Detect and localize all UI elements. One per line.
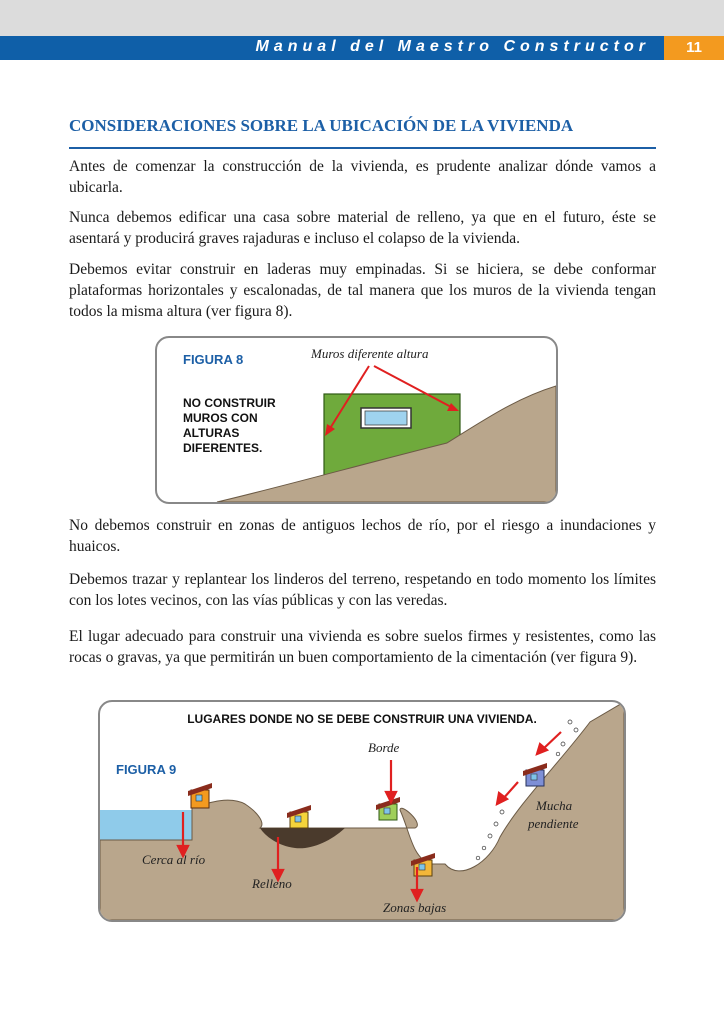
- figure-9: [98, 700, 626, 922]
- page-number: 11: [664, 36, 724, 60]
- top-margin-band: [0, 0, 724, 36]
- house-slope: [523, 763, 547, 786]
- paragraph-6: El lugar adecuado para construir una vivienda es sobre suelos firmes y resistentes, como las rocas o gravas, ya que permitirán un buen comportamiento de la cimentación (ver figura 9).: [69, 628, 656, 666]
- figure-9-label: FIGURA 9: [116, 762, 177, 777]
- paragraph-2: Nunca debemos edificar una casa sobre material de relleno, ya que en el futuro, éste se asentará y producirá graves rajaduras e incluso el colapso de la vivienda.: [69, 209, 656, 247]
- annotation-edge: Borde: [368, 740, 400, 755]
- paragraph-5: Debemos trazar y replantear los linderos del terreno, respetando en todo momento los límites con los lotes vecinos, con las vías públicas y con las veredas.: [69, 571, 656, 609]
- page-header: [0, 36, 664, 60]
- annotation-lowlands: Zonas bajas: [383, 900, 447, 915]
- window-glass: [365, 411, 407, 425]
- heading-rule: [69, 147, 656, 149]
- annotation-slope-line1: Mucha: [536, 798, 573, 813]
- figure-9-title: LUGARES DONDE NO SE DEBE CONSTRUIR UNA VIVIENDA.: [187, 712, 537, 726]
- paragraph-3: Debemos evitar construir en laderas muy empinadas. Si se hiciera, se debe conformar plataformas horizontales y escalonadas, de tal manera que los muros de la vivienda tengan todos la misma altura (ver figura 8).: [69, 261, 656, 320]
- figure-8-warning: NO CONSTRUIR MUROS CON ALTURAS DIFERENTES.: [183, 396, 276, 455]
- figure-8-annotation: Muros diferente altura: [311, 346, 429, 361]
- house-edge: [376, 797, 400, 820]
- paragraph-1: Antes de comenzar la construcción de la vivienda, es prudente analizar dónde vamos a ubicarla.: [69, 158, 656, 196]
- house-river: [188, 783, 212, 808]
- annotation-fill: Relleno: [252, 876, 292, 891]
- figure-8: [155, 336, 558, 504]
- annotation-slope-line2: pendiente: [528, 816, 579, 831]
- annotation-river: Cerca al río: [142, 852, 206, 867]
- figure-8-label: FIGURA 8: [183, 352, 244, 367]
- header-title: Manual del Maestro Constructor: [255, 38, 650, 55]
- section-heading: CONSIDERACIONES SOBRE LA UBICACIÓN DE LA VIVIENDA: [69, 116, 574, 135]
- paragraph-4: No debemos construir en zonas de antiguos lechos de río, por el riesgo a inundaciones y huaicos.: [69, 517, 656, 555]
- house-fill: [287, 805, 311, 828]
- river-water: [100, 810, 192, 840]
